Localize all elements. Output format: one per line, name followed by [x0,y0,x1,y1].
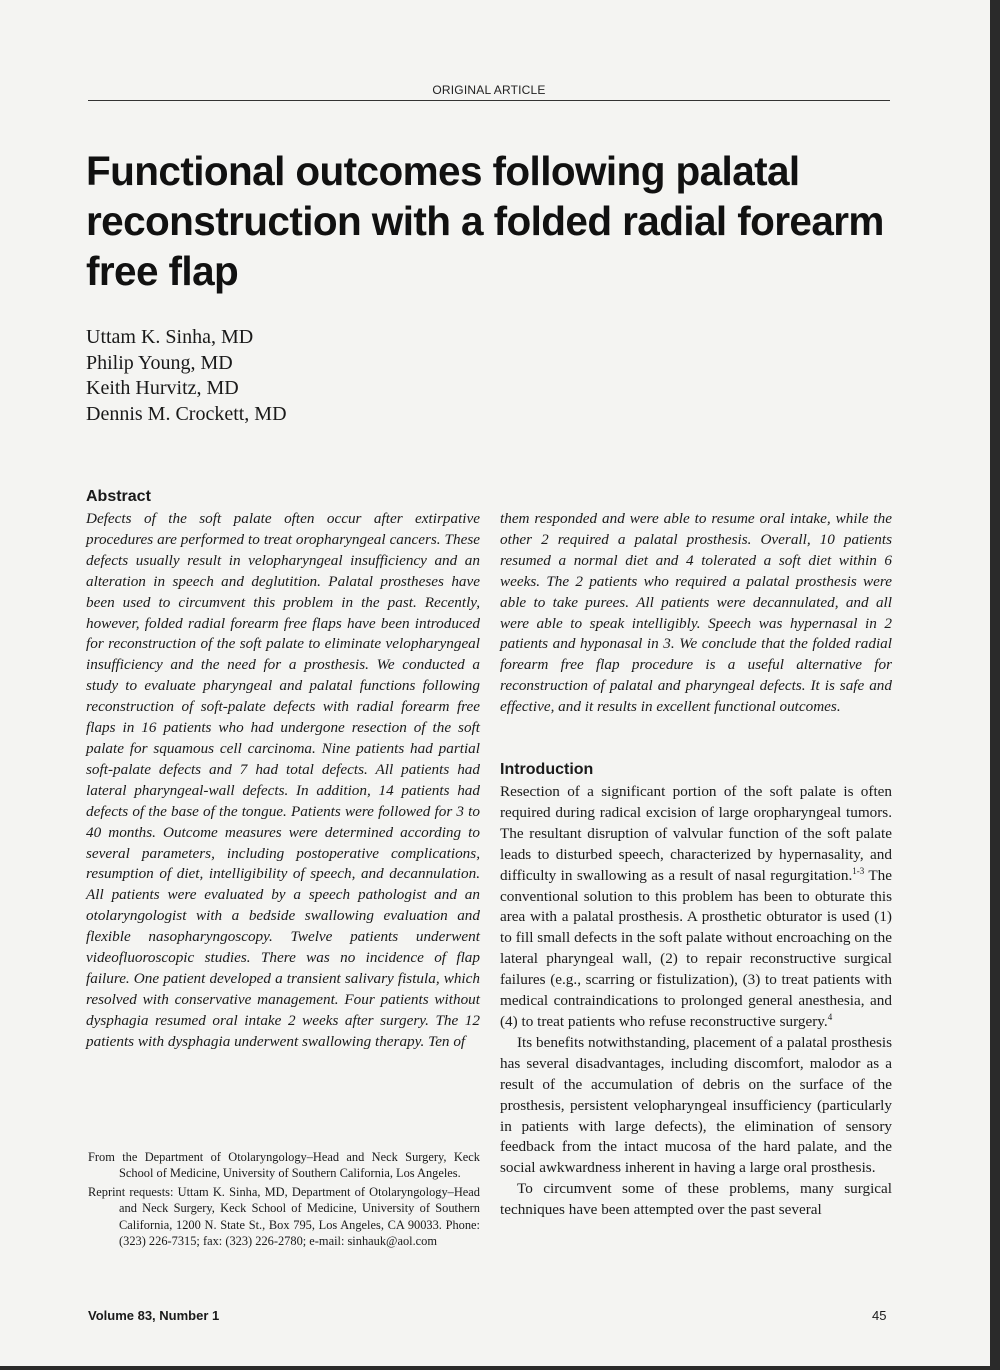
introduction-body [500,782,892,1221]
citation-ref: 1-3 [852,865,865,876]
intro-paragraph-3: To circumvent some of these problems, many surgical techniques have been attempted over the past several [500,1180,892,1219]
abstract-heading: Abstract [86,488,151,505]
header-rule [88,100,890,101]
article-type-label: ORIGINAL ARTICLE [432,83,546,97]
citation-ref: 4 [827,1011,833,1022]
abstract-text-left: Defects of the soft palate often occur after extirpative procedures are performed to treat oropharyngeal cancers. These defects usually result in velopharyngeal insufficiency and an alteration in speech and deglutition. Palatal prostheses have been used to circumvent this problem in the past. Recently, however, folded radial forearm free flaps have been introduced for reconstruction of the soft palate to eliminate velopharyngeal insufficiency and the need for a prosthesis. We conducted a study to evaluate pharyngeal and palatal functions following reconstruction of soft-palate defects with radial forearm free flaps in 16 patients who had undergone resection of the soft palate for squamous cell carcinoma. Nine patients had partial soft-palate defects and 7 had total defects. All patients had lateral pharyngeal-wall defects. In addition, 14 patients had defects of the base of the tongue. Patients were followed for 3 to 40 months. Outcome measures were determined according to several parameters, including postoperative complications, resumption of diet, intelligibility of speech, and decannulation. All patients were evaluated by a speech pathologist and an otolaryngologist with a bedside swallowing evaluation and flexible nasopharyngoscopy. Twelve patients underwent videofluoroscopic studies. There was no incidence of flap failure. One patient developed a transient salivary fistula, which resolved with conservative management. Four patients without dysphagia resumed oral intake 2 weeks after surgery. The 12 patients with dysphagia underwent swallowing therapy. Ten of [86,510,480,1050]
intro-paragraph-2: Its benefits notwithstanding, placement of a palatal prosthesis has several disadvantages, including discomfort, malodor as a result of the accumulation of debris on the surface of the prosthesis, persistent velopharyngeal insufficiency (particularly in patients with large defects), the elimination of sensory feedback from the intact mucosa of the hard palate, and the social awkwardness inherent in having a large oral prosthesis. [500,1033,892,1177]
author: Dennis M. Crockett, MD [86,402,287,425]
page-number: 45 [872,1308,887,1323]
introduction-heading: Introduction [500,761,594,778]
journal-volume: Volume 83, Number 1 [88,1308,220,1323]
article-title: Functional outcomes following palatal reconstruction with a folded radial forearm free flap [86,148,884,294]
affiliation-note: From the Department of Otolaryngology–Head and Neck Surgery, Keck School of Medicine, University of Southern California, Los Angeles. [88,1150,480,1181]
author: Philip Young, MD [86,351,233,374]
author: Keith Hurvitz, MD [86,377,239,399]
reprint-note: Reprint requests: Uttam K. Sinha, MD, Department of Otolaryngology–Head and Neck Surgery, Keck School of Medicine, University of Southern California, 1200 N. State St., Box 795, Los Angeles, CA 90033. Phone: (323) 226-7315; fax: (323) 226-2780; e-mail: sinhauk@aol.com [88,1184,480,1249]
footnotes [88,1149,480,1251]
intro-paragraph-1: Resection of a significant portion of the soft palate is often required during radical excision of large oropharyngeal tumors. The resultant disruption of valvular function of the soft palate leads to disturbed speech, characterized by hypernasality, and difficulty in swallowing as a result of nasal regurgitation.$^{1-3}$ The conventional solution to this problem has been to obturate this area with a palatal prosthesis. A prosthetic obturator is used (1) to fill small defects in the soft palate without encroaching on the lateral pharyngeal wall, (2) to repair reconstructive surgical failures (e.g., scarring or fistulization), (3) to treat patients with medical contraindications to prolonged general anesthesia, and (4) to treat patients who refuse reconstructive surgery.$^4$ [500,783,892,1030]
author: Uttam K. Sinha, MD [86,326,254,348]
abstract-text-right: them responded and were able to resume oral intake, while the other 2 required a palatal prosthesis. Overall, 10 patients resumed a normal diet and 4 tolerated a soft diet within 6 weeks. The 2 patients who required a palatal prosthesis were able to take purees. All patients were decannulated, and all were able to speak intelligibly. Speech was hypernasal in 2 patients and hyponasal in 3. We conclude that the folded radial forearm free flap procedure is a useful alternative for reconstruction of palatal and pharyngeal defects. It is safe and effective, and it results in excellent functional outcomes. [500,510,892,716]
author-list [86,325,287,427]
